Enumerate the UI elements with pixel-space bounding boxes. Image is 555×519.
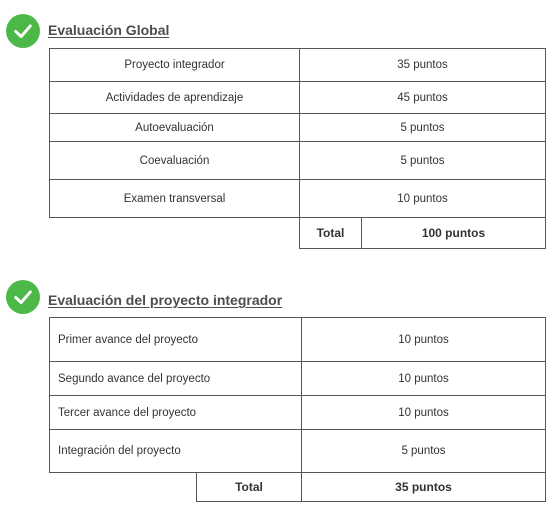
table-cell-value: 10 puntos [301,395,546,430]
table-cell-label: Autoevaluación [49,113,300,142]
table-cell-value: 5 puntos [299,141,546,180]
total-value: 35 puntos [301,472,546,502]
table-cell-value: 10 puntos [301,317,546,362]
table-cell-value: 35 puntos [299,48,546,82]
table-cell-label: Examen transversal [49,179,300,218]
check-circle-icon [6,280,40,314]
table-cell-label: Proyecto integrador [49,48,300,82]
total-value: 100 puntos [361,217,546,249]
table-cell-label: Actividades de aprendizaje [49,81,300,114]
section-title-project: Evaluación del proyecto integrador [48,292,283,308]
total-label: Total [299,217,362,249]
table-cell-value: 5 puntos [301,429,546,473]
table-cell-value: 5 puntos [299,113,546,142]
table-cell-label: Segundo avance del proyecto [49,361,302,396]
table-cell-value: 10 puntos [299,179,546,218]
table-cell-value: 10 puntos [301,361,546,396]
table-cell-label: Coevaluación [49,141,300,180]
table-cell-value: 45 puntos [299,81,546,114]
check-circle-icon [6,14,40,48]
table-cell-label: Primer avance del proyecto [49,317,302,362]
table-cell-label: Tercer avance del proyecto [49,395,302,430]
table-cell-label: Integración del proyecto [49,429,302,473]
section-title-global: Evaluación Global [48,22,170,38]
total-label: Total [196,472,302,502]
